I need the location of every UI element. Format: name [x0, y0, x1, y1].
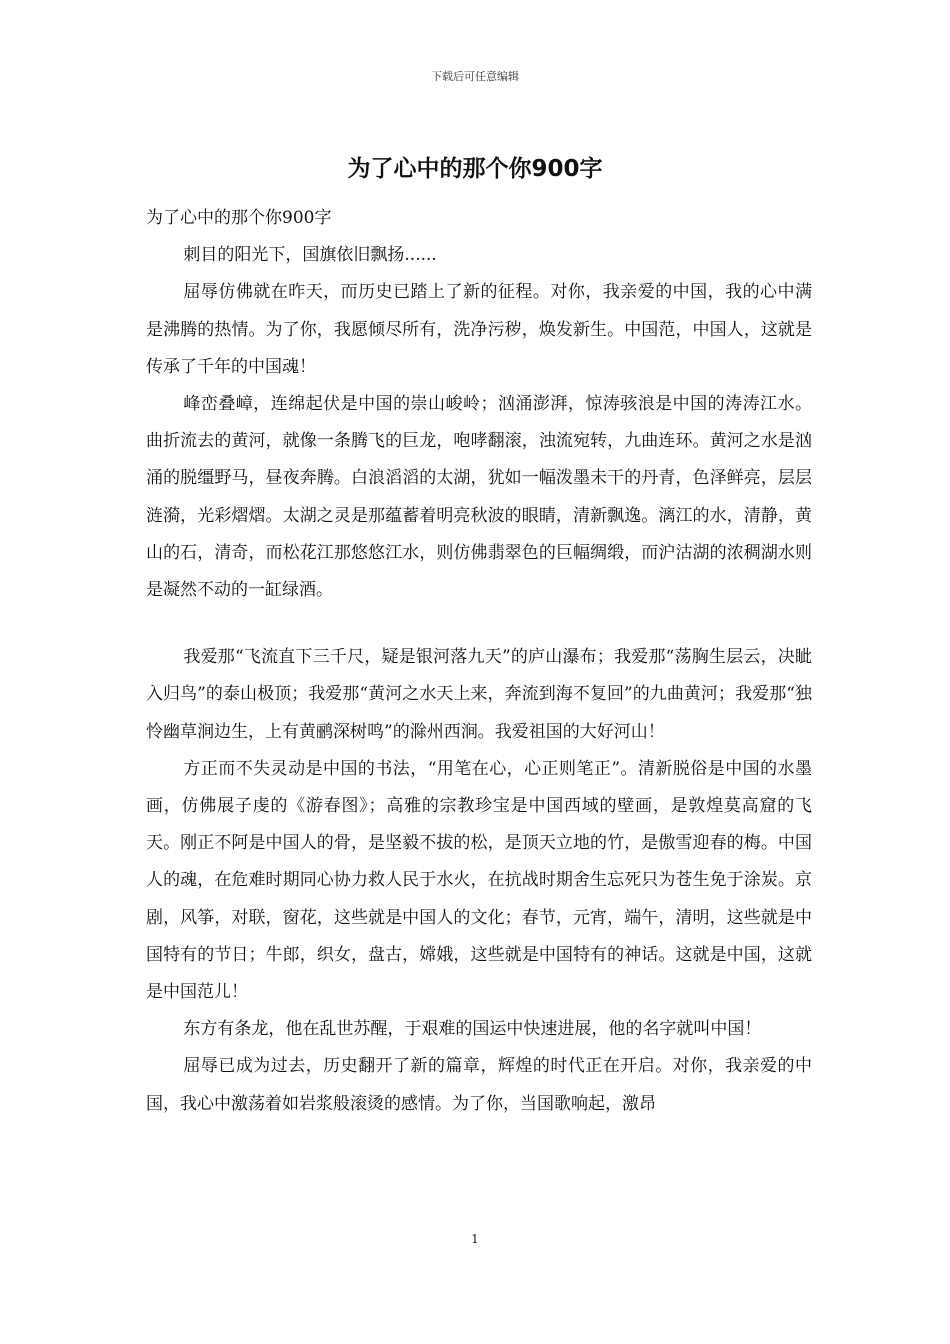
paragraph: 峰峦叠嶂，连绵起伏是中国的崇山峻岭；汹涌澎湃，惊涛骇浪是中国的涛涛江水。曲折流去的黄河，就像一条腾飞的巨龙，咆哮翻滚，浊流宛转，九曲连环。黄河之水是汹涌的脱缰野马，昼夜奔腾。白浪滔滔的太湖，犹如一幅泼墨未干的丹青，色泽鲜亮，层层涟漪，光彩熠熠。太湖之灵是那蕴蓄着明亮秋波的眼睛，清新飘逸。漓江的水，清静，黄山的石，清奇，而松花江那悠悠江水，则仿佛翡翠色的巨幅绸缎，而沪沽湖的浓稠湖水则是凝然不动的一缸绿酒。 — [146, 394, 812, 601]
paragraph: 屈辱仿佛就在昨天，而历史已踏上了新的征程。对你，我亲爱的中国，我的心中满是沸腾的热情。为了你，我愿倾尽所有，洗净污秽，焕发新生。中国范，中国人，这就是传承了千年的中国魂！ — [146, 282, 812, 377]
document-title: 为了心中的那个你900字 — [347, 156, 603, 182]
paragraph: 刺目的阳光下，国旗依旧飘扬...... — [183, 245, 437, 266]
paragraph: 我爱那“飞流直下三千尺，疑是银河落九天”的庐山瀑布；我爱那“荡胸生层云，决眦入归鸟”的泰山极顶；我爱那“黄河之水天上来，奔流到海不复回”的九曲黄河；我爱那“独怜幽草涧边生，上有黄鹂深树鸣”的滁州西涧。我爱祖国的大好河山！ — [146, 647, 812, 742]
page-number: 1 — [471, 1232, 479, 1246]
subtitle-line: 为了心中的那个你900字 — [146, 208, 332, 228]
paragraph: 屈辱已成为过去，历史翻开了新的篇章，辉煌的时代正在开启。对你，我亲爱的中国，我心中激荡着如岩浆般滚烫的感情。为了你，当国歌响起，激昂 — [146, 1056, 812, 1114]
header-note: 下载后可任意编辑 — [431, 70, 519, 83]
paragraph: 方正而不失灵动是中国的书法，“用笔在心，心正则笔正”。清新脱俗是中国的水墨画，仿佛展子虔的《游春图》；高雅的宗教珍宝是中国西域的壁画，是敦煌莫高窟的飞天。刚正不阿是中国人的骨，是坚毅不拔的松，是顶天立地的竹，是傲雪迎春的梅。中国人的魂，在危难时期同心协力救人民于水火，在抗战时期舍生忘死只为苍生免于涂炭。京剧，风筝，对联，窗花，这些就是中国人的文化；春节，元宵，端午，清明，这些就是中国特有的节日；牛郎，织女，盘古，嫦娥，这些就是中国特有的神话。这就是中国，这就是中国范儿！ — [146, 758, 812, 1003]
paragraph: 东方有条龙，他在乱世苏醒，于艰难的国运中快速进展，他的名字就叫中国！ — [183, 1019, 762, 1040]
document-body — [146, 200, 812, 1123]
